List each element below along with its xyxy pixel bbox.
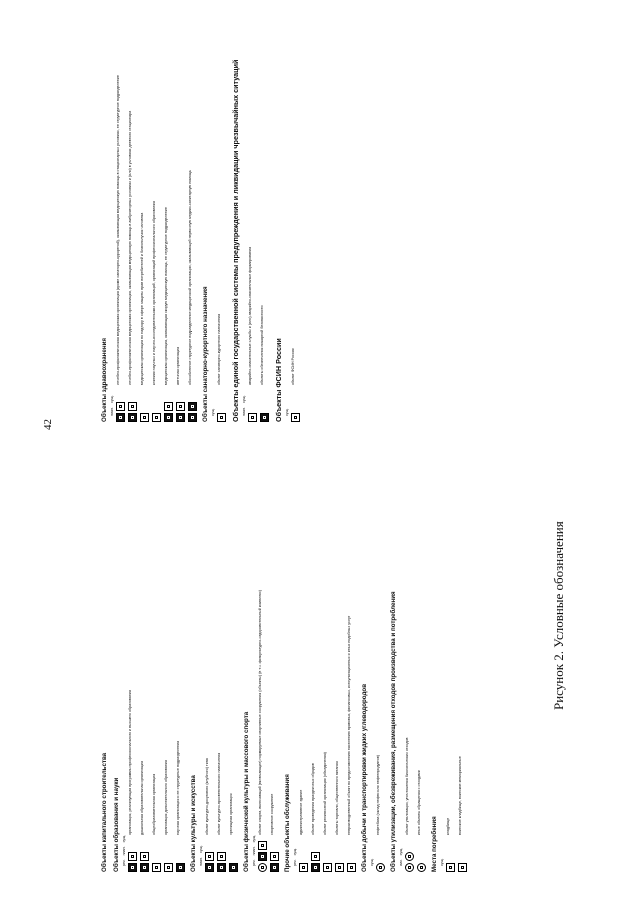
cemetery-icon (446, 863, 455, 872)
ceremony-icon (311, 852, 320, 861)
legend-item: непроизводственный объект по предоставлению населению правовых, финансовых, консультационных и иных подобных услуг (347, 432, 356, 872)
legend-item: медицинская организация, оказывающая скорую медицинскую помощь, ее структурное подразделение (164, 12, 173, 422)
legend-header: план. сущ. (110, 395, 114, 416)
hospital-icon (116, 402, 125, 411)
sanatorium-icon (217, 413, 226, 422)
services-icon (347, 863, 356, 872)
legend-item: аптечная организация (176, 12, 185, 422)
sport-complex-icon (258, 852, 267, 861)
bio-waste-icon (405, 852, 414, 861)
shop-icon (335, 863, 344, 872)
science-icon (176, 863, 185, 872)
section-title: Объекты физической культуры и массового спорта (243, 711, 250, 872)
pharmacy-icon (176, 413, 185, 422)
legend-item: медицинская организация по надзору в сфере защиты прав потребителей и благополучия человека (140, 12, 149, 422)
legend-item: организация, реализующая программы профессионального и высшего образования (128, 432, 137, 872)
section-title: Объекты здравоохранения (101, 338, 108, 422)
section-title: Объекты санаторно-курортного назначения (202, 286, 209, 422)
education-icon (128, 863, 137, 872)
legend-item: лечебно-профилактическая медицинская организация (кроме санаторно-курортной), оказывающая медицинскую помощь в стационарных условиях, ее структурное подразделение (116, 12, 125, 422)
legend-item: объекты торговли, общественного питания (335, 432, 344, 872)
legend-item: кладбище (446, 432, 455, 872)
legend-item: лечебно-профилактическая медицинская организация, оказывающая медицинскую помощь в амбулаторных условиях и (или) в условиях дневного стационара (128, 12, 137, 422)
additional-education-icon (164, 863, 173, 872)
stadium-icon (270, 863, 279, 872)
section-title: Объекты утилизации, обезвреживания, размещения отходов производства и потребления (390, 591, 397, 872)
club-icon (205, 852, 214, 861)
church-icon (323, 863, 332, 872)
legend-item: аварийно-спасательные службы и (или) аварийно-спасательные формирования (248, 12, 257, 422)
research-clinic-icon (152, 413, 161, 422)
military-cemetery-icon (458, 863, 467, 872)
legend-header: рек. сущ. (293, 847, 297, 866)
legend-item: объект религиозной организации (объединения) (323, 432, 332, 872)
stadium-icon (270, 852, 279, 861)
legend-item: общеобразовательная организация (152, 432, 161, 872)
legend-header: лик. сущ. (399, 847, 403, 866)
legend-item: обособленное структурное подразделение медицинской организации, оказывающей первичную медико-санитарную помощь (188, 12, 197, 422)
section-subtitle: Объекты образования и науки (113, 777, 120, 872)
legend-item: объект культурно-досугового (клубного) типа (205, 432, 214, 872)
pharmacy-icon (176, 402, 185, 411)
waste-icon (417, 863, 426, 872)
legend-right-column (98, 12, 578, 422)
clinic-icon (128, 413, 137, 422)
oil-depot-icon (376, 863, 385, 872)
sport-complex-icon (258, 841, 267, 850)
sanitary-icon (140, 413, 149, 422)
bio-waste-icon (405, 863, 414, 872)
figure-caption: Рисунок 2. Условные обозначения (551, 521, 566, 710)
sport-complex-icon (258, 863, 267, 872)
rescue-service-icon (248, 413, 257, 422)
legend-item: спортивное сооружение (270, 432, 279, 872)
fsin-icon (291, 413, 300, 422)
legend-header: сущ. (440, 858, 444, 866)
fire-station-icon (260, 413, 269, 422)
legend-item: объект спорта, включающий (включающие) нормируемые спортивные сооружения (объекты) (в т.ч. физкультурно-оздоровительный комплекс) (258, 432, 267, 872)
legend-header: сущ. (370, 858, 374, 866)
legend-item: воинское кладбище, воинские мемориальные (458, 432, 467, 872)
section-title: Объекты культуры и искусства (190, 775, 197, 872)
education-icon (128, 852, 137, 861)
hospital-icon (116, 413, 125, 422)
legend-item: организация дополнительного образования (164, 432, 173, 872)
legend-item: объекты обеспечения пожарной безопасности (260, 12, 269, 422)
ambulance-icon (164, 413, 173, 422)
legend-item: объект ФСИН России (291, 12, 300, 422)
legend-item: объект проведения праздничных обрядов (311, 432, 320, 872)
section-title: Объекты капитального строительства (101, 752, 108, 872)
library-icon (217, 863, 226, 872)
legend-item: административное здание (299, 432, 308, 872)
legend-item: клиники научных и научно-исследовательских организаций, организаций профессионального образования (152, 12, 161, 422)
feldsher-icon (188, 402, 197, 411)
admin-building-icon (299, 863, 308, 872)
legend-item: объект санаторно-курортного назначения (217, 12, 226, 422)
kindergarten-icon (140, 863, 149, 872)
legend-header: план. сущ. (199, 845, 203, 866)
library-icon (217, 852, 226, 861)
clinic-icon (128, 402, 137, 411)
legend-item: объект культурно-просветительного назначения (217, 432, 226, 872)
legend-item: дошкольная образовательная организация (140, 432, 149, 872)
club-icon (205, 863, 214, 872)
theater-icon (229, 863, 238, 872)
legend-left-column (98, 432, 608, 872)
page-number: 42 (42, 419, 54, 430)
section-title: Объекты единой государственной системы предупреждения и ликвидации чрезвычайных ситуаций (231, 59, 240, 422)
section-title: Объекты ФСИН России (274, 338, 283, 422)
section-title: Прочие объекты обслуживания (284, 774, 291, 872)
legend-header: рек. план. сущ. (122, 834, 126, 866)
legend-header: сущ. (211, 408, 215, 416)
legend-item: нефтебаза (склад нефти или нефтепродуктов) (376, 432, 385, 872)
section-title: Места погребения (431, 816, 438, 872)
legend-header: план. сущ. (242, 395, 246, 416)
school-icon (152, 863, 161, 872)
ambulance-icon (164, 402, 173, 411)
ceremony-icon (311, 863, 320, 872)
legend-header: сущ. (285, 408, 289, 416)
legend-item: научная организация и ее структурные подразделения (176, 432, 185, 872)
legend-item: объект утилизации, уничтожения биологических отходов (405, 432, 414, 872)
legend-item: зрелищная организация (229, 432, 238, 872)
legend-item: иные объекты обращения с отходами (417, 432, 426, 872)
section-title: Объекты добычи и транспортировки жидких углеводородов (361, 684, 368, 872)
feldsher-icon (188, 413, 197, 422)
legend-header: рек. план. сущ. (252, 834, 256, 866)
kindergarten-icon (140, 852, 149, 861)
